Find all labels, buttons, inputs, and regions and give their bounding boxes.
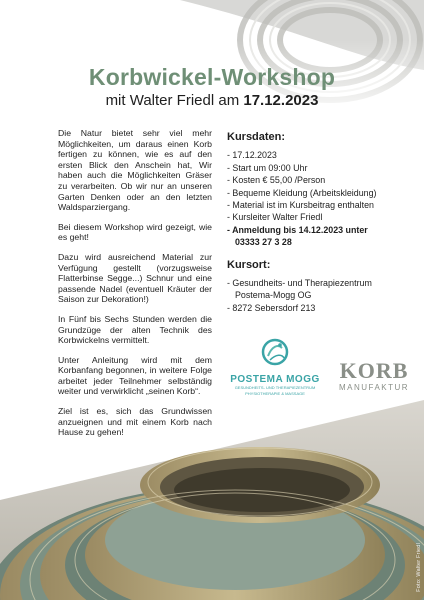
kursdaten-item: - 17.12.2023 (227, 150, 277, 161)
subtitle-date: 17.12.2023 (243, 92, 319, 109)
kursdaten-item: - Bequeme Kleidung (Arbeitskleidung) (227, 187, 377, 198)
kursdaten-heading: Kursdaten: (227, 131, 286, 143)
postema-line1: GESUNDHEITS- UND THERAPIEZENTRUM (234, 385, 316, 390)
intro-paragraph: Die Natur bietet sehr viel mehr Möglichkeiten, um daraus einen Korb fertigen zu können, wie es auf den ersten Blick den Anschein hat, Wir haben auch die Möglichkeiten Gräser zu verarbeiten. Ob wir nur an unseren Garten Denken oder an den letzten Waldsparziergang. (58, 128, 212, 213)
intro-paragraph: In Fünf bis Sechs Stunden werden die Grundzüge der alten Technik des Korbwickelns vermittelt. (58, 313, 212, 346)
subtitle-prefix: mit Walter Friedl am (105, 92, 244, 109)
kursdaten-item: - Kursleiter Walter Friedl (227, 212, 323, 223)
kursdaten-item-phone: 03333 27 3 28 (235, 237, 292, 248)
intro-paragraph: Dazu wird ausreichend Material zur Verfügung gestellt (vorzugsweise Flatterbinse Segge...) Schnur und eine passende Nadel (eventuell Kräuter der Saison zur Dekoration!) (58, 251, 212, 305)
intro-paragraph: Unter Anleitung wird mit dem Korbanfang begonnen, in weitere Folge arbeitet jeder Teilnehmer selbständig weiter und verwirklicht „seinen Korb“. (58, 354, 212, 397)
kursort-heading: Kursort: (227, 258, 271, 271)
kursort-line: - 8272 Sebersdorf 213 (227, 302, 316, 313)
intro-paragraph: Bei diesem Workshop wird gezeigt, wie es geht! (58, 221, 212, 243)
page-subtitle (0, 92, 424, 109)
kursdaten-item-registration: - Anmeldung bis 14.12.2023 unter (227, 224, 368, 235)
bottom-basket-image (0, 390, 424, 600)
course-info (227, 131, 407, 314)
postema-line2: PHYSIOTHERAPIE & MASSAGE (245, 391, 305, 396)
kursort-list (227, 277, 407, 314)
kursdaten-item: - Kosten € 55,00 /Person (227, 175, 326, 186)
kursdaten-list (227, 149, 407, 248)
korb-name: KORB (339, 358, 409, 383)
intro-paragraph: Ziel ist es, sich das Grundwissen anzueignen und mit einem Korb nach Hause zu gehen! (58, 406, 212, 438)
korb-sub: MANUFAKTUR (338, 383, 410, 392)
kursdaten-item: - Start um 09:00 Uhr (227, 162, 308, 173)
postema-mogg-logo (230, 340, 320, 396)
photo-credit: Foto: Walter Friedl (416, 543, 422, 592)
postema-name: POSTEMA MOGG (230, 374, 320, 385)
kursdaten-item: - Material ist im Kursbeitrag enthalten (227, 200, 374, 211)
kursort-line: Postema-Mogg OG (235, 290, 312, 301)
korb-manufaktur-logo (339, 358, 409, 392)
page-title: Korbwickel-Workshop (88, 64, 336, 90)
kursort-line: - Gesundheits- und Therapiezentrum (227, 278, 372, 289)
